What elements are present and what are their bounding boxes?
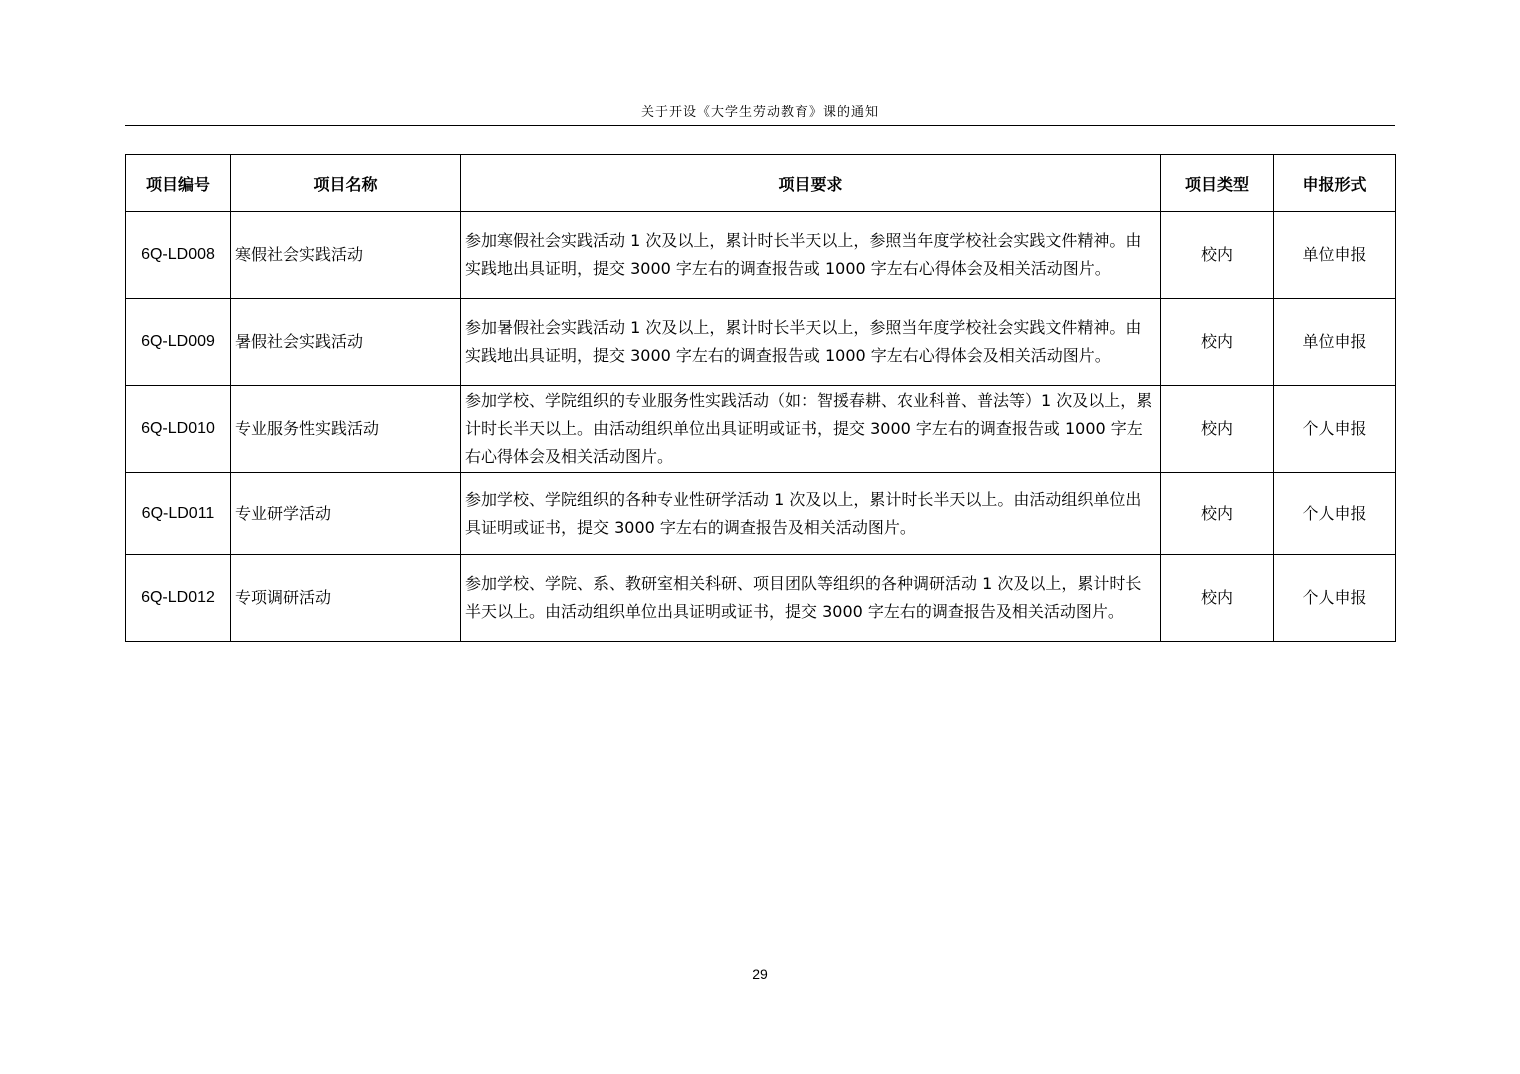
cell-project-name: 暑假社会实践活动 <box>231 299 461 386</box>
cell-project-code: 6Q-LD009 <box>126 299 231 386</box>
page-number: 29 <box>752 966 768 982</box>
project-table <box>125 154 1396 642</box>
cell-project-code: 6Q-LD010 <box>126 386 231 473</box>
cell-project-type: 校内 <box>1161 299 1274 386</box>
column-header-form: 申报形式 <box>1274 155 1396 212</box>
cell-project-requirement: 参加学校、学院、系、教研室相关科研、项目团队等组织的各种调研活动 1 次及以上，累计时长半天以上。由活动组织单位出具证明或证书，提交 3000 字左右的调查报告及相关活动图片。 <box>461 555 1161 642</box>
cell-project-type: 校内 <box>1161 473 1274 555</box>
cell-project-requirement: 参加学校、学院组织的各种专业性研学活动 1 次及以上，累计时长半天以上。由活动组织单位出具证明或证书，提交 3000 字左右的调查报告及相关活动图片。 <box>461 473 1161 555</box>
column-header-type: 项目类型 <box>1161 155 1274 212</box>
cell-submission-form: 个人申报 <box>1274 386 1396 473</box>
cell-project-requirement: 参加学校、学院组织的专业服务性实践活动（如：智援春耕、农业科普、普法等）1 次及以上，累计时长半天以上。由活动组织单位出具证明或证书，提交 3000 字左右的调查报告或 1000 字左右心得体会及相关活动图片。 <box>461 386 1161 473</box>
cell-project-code: 6Q-LD011 <box>126 473 231 555</box>
cell-project-type: 校内 <box>1161 555 1274 642</box>
cell-project-type: 校内 <box>1161 212 1274 299</box>
cell-project-code: 6Q-LD008 <box>126 212 231 299</box>
running-header-title: 关于开设《大学生劳动教育》课的通知 <box>125 103 1395 126</box>
cell-submission-form: 单位申报 <box>1274 212 1396 299</box>
cell-project-name: 专业研学活动 <box>231 473 461 555</box>
column-header-name: 项目名称 <box>231 155 461 212</box>
table-row <box>126 473 1396 555</box>
table-body <box>126 212 1396 642</box>
cell-project-code: 6Q-LD012 <box>126 555 231 642</box>
cell-project-type: 校内 <box>1161 386 1274 473</box>
cell-project-name: 专项调研活动 <box>231 555 461 642</box>
table-row <box>126 212 1396 299</box>
column-header-code: 项目编号 <box>126 155 231 212</box>
table-row <box>126 386 1396 473</box>
cell-submission-form: 单位申报 <box>1274 299 1396 386</box>
table-row <box>126 555 1396 642</box>
cell-project-requirement: 参加寒假社会实践活动 1 次及以上，累计时长半天以上，参照当年度学校社会实践文件精神。由实践地出具证明，提交 3000 字左右的调查报告或 1000 字左右心得体会及相关活动图片。 <box>461 212 1161 299</box>
column-header-requirement: 项目要求 <box>461 155 1161 212</box>
cell-project-name: 专业服务性实践活动 <box>231 386 461 473</box>
cell-project-requirement: 参加暑假社会实践活动 1 次及以上，累计时长半天以上，参照当年度学校社会实践文件精神。由实践地出具证明，提交 3000 字左右的调查报告或 1000 字左右心得体会及相关活动图片。 <box>461 299 1161 386</box>
cell-submission-form: 个人申报 <box>1274 555 1396 642</box>
table-header <box>126 155 1396 212</box>
table-row <box>126 299 1396 386</box>
cell-project-name: 寒假社会实践活动 <box>231 212 461 299</box>
table-header-row <box>126 155 1396 212</box>
cell-submission-form: 个人申报 <box>1274 473 1396 555</box>
